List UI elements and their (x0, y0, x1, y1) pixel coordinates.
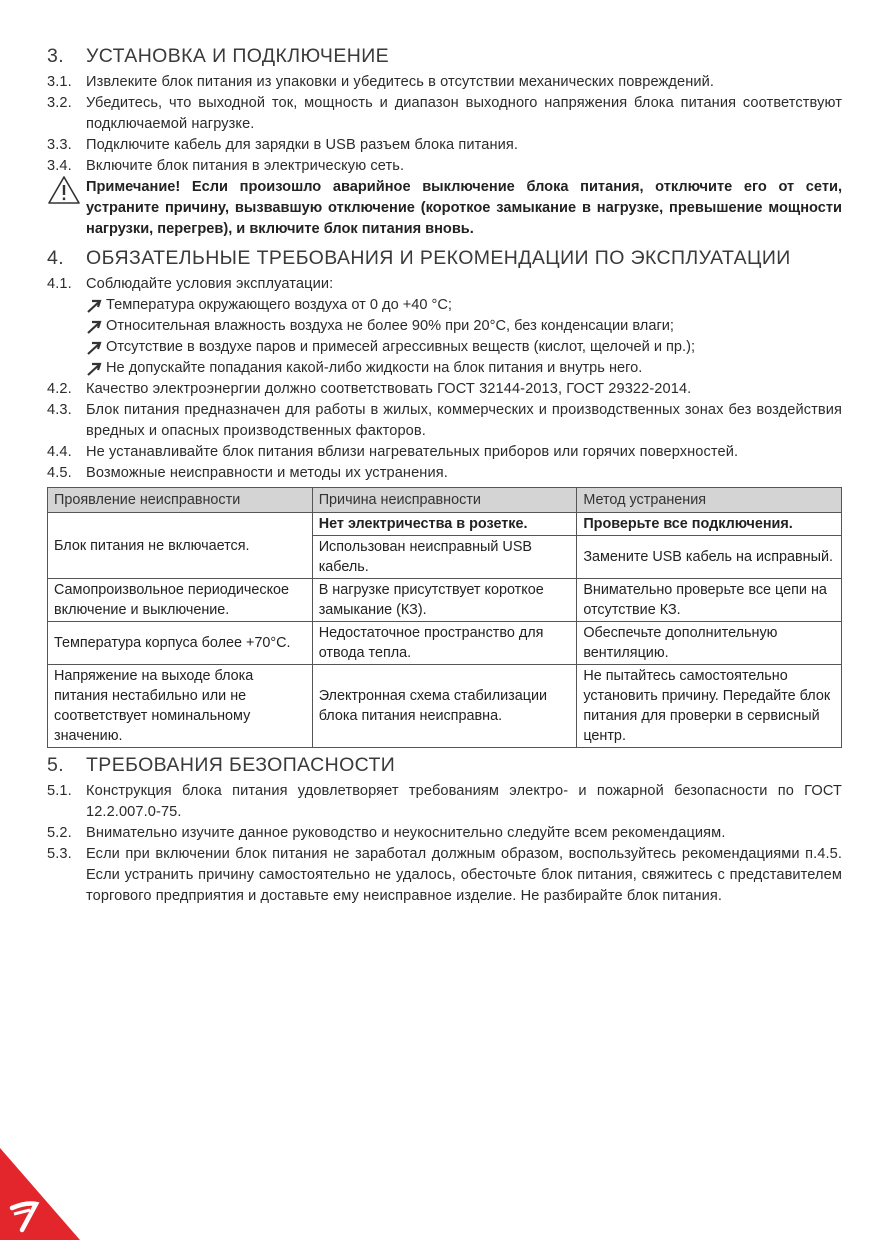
item-number: 5.3. (47, 846, 72, 862)
item-text: Не устанавливайте блок питания вблизи нагревательных приборов или горячих поверхностей. (86, 444, 739, 460)
table-cell: Замените USB кабель на исправный. (577, 536, 842, 579)
section-title: ОБЯЗАТЕЛЬНЫЕ ТРЕБОВАНИЯ И РЕКОМЕНДАЦИИ ПО ЭКСПЛУАТАЦИИ (86, 247, 791, 269)
item-number: 3.3. (47, 137, 72, 153)
table-cell: Недостаточное пространство для отвода тепла. (312, 622, 577, 665)
paragraph-5-2 (47, 823, 842, 844)
section-5-heading (47, 753, 842, 777)
item-text: Соблюдайте условия эксплуатации: (86, 276, 334, 292)
note-text: Примечание! Если произошло аварийное выключение блока питания, отключите его от сети, устраните причину, вызвавшую отключение (короткое замыкание в нагрузке, превышение мощности нагрузки, перегрев), и включите блок питания вновь. (86, 179, 842, 237)
table-row (48, 622, 842, 665)
table-row (48, 579, 842, 622)
arrow-bullet-icon (86, 316, 106, 337)
table-cell: Нет электричества в розетке. (312, 513, 577, 536)
column-header: Проявление неисправности (48, 488, 313, 513)
column-header: Причина неисправности (312, 488, 577, 513)
table-cell: В нагрузке присутствует короткое замыкание (КЗ). (312, 579, 577, 622)
paragraph-3-4 (47, 156, 842, 177)
item-number: 5.2. (47, 825, 72, 841)
item-text: Подключите кабель для зарядки в USB разъем блока питания. (86, 137, 519, 153)
paragraph-4-5 (47, 463, 842, 484)
section-4-heading (47, 246, 842, 270)
paragraph-4-2 (47, 379, 842, 400)
table-header-row (48, 488, 842, 513)
bullet-text: Относительная влажность воздуха не более 90% при 20°С, без конденсации влаги; (106, 318, 674, 334)
arrow-bullet-icon (86, 337, 106, 358)
item-number: 4.5. (47, 465, 72, 481)
paragraph-3-1 (47, 72, 842, 93)
item-text: Убедитесь, что выходной ток, мощность и диапазон выходного напряжения блока питания соответствуют подключаемой нагрузке. (86, 95, 842, 132)
table-cell: Обеспечьте дополнительную вентиляцию. (577, 622, 842, 665)
section-number: 3. (47, 45, 65, 67)
column-header: Метод устранения (577, 488, 842, 513)
bullet-text: Температура окружающего воздуха от 0 до +40 °С; (106, 297, 452, 313)
section-number: 5. (47, 754, 65, 776)
paragraph-4-3 (47, 400, 842, 442)
section-3-heading (47, 44, 842, 68)
bullet-item (47, 358, 842, 379)
table-cell: Блок питания не включается. (48, 513, 313, 579)
item-number: 3.1. (47, 74, 72, 90)
warning-triangle-icon (47, 177, 86, 240)
section-title: ТРЕБОВАНИЯ БЕЗОПАСНОСТИ (86, 754, 396, 776)
item-text: Блок питания предназначен для работы в жилых, коммерческих и производственных зонах без воздействия вредных и опасных производственных факторов. (86, 402, 842, 439)
item-number: 4.3. (47, 402, 72, 418)
item-text: Качество электроэнергии должно соответствовать ГОСТ 32144-2013, ГОСТ 29322-2014. (86, 381, 692, 397)
bullet-text: Отсутствие в воздухе паров и примесей агрессивных веществ (кислот, щелочей и пр.); (106, 339, 696, 355)
brand-corner-logo-icon (0, 1148, 80, 1240)
arrow-bullet-icon (86, 295, 106, 316)
bullet-text: Не допускайте попадания какой-либо жидкости на блок питания и внутрь него. (106, 360, 643, 376)
bullet-item (47, 316, 842, 337)
section-title: УСТАНОВКА И ПОДКЛЮЧЕНИЕ (86, 45, 390, 67)
document-page (47, 44, 842, 907)
paragraph-4-1 (47, 274, 842, 295)
arrow-bullet-icon (86, 358, 106, 379)
table-cell: Температура корпуса более +70°С. (48, 622, 313, 665)
item-text: Внимательно изучите данное руководство и неукоснительно следуйте всем рекомендациям. (86, 825, 726, 841)
table-cell: Самопроизвольное периодическое включение и выключение. (48, 579, 313, 622)
table-cell: Использован неисправный USB кабель. (312, 536, 577, 579)
table-row (48, 513, 842, 536)
table-cell: Электронная схема стабилизации блока питания неисправна. (312, 665, 577, 748)
paragraph-5-1 (47, 781, 842, 823)
bullet-item (47, 295, 842, 316)
item-text: Извлеките блок питания из упаковки и убедитесь в отсутствии механических повреждений. (86, 74, 715, 90)
item-number: 3.4. (47, 158, 72, 174)
paragraph-5-3 (47, 844, 842, 907)
item-number: 4.2. (47, 381, 72, 397)
table-cell: Напряжение на выходе блока питания нестабильно или не соответствует номинальному значению. (48, 665, 313, 748)
bullet-item (47, 337, 842, 358)
item-number: 3.2. (47, 95, 72, 111)
item-text: Конструкция блока питания удовлетворяет требованиям электро- и пожарной безопасности по ГОСТ 12.2.007.0-75. (86, 783, 842, 820)
paragraph-3-3 (47, 135, 842, 156)
table-cell: Не пытайтесь самостоятельно установить причину. Передайте блок питания для проверки в сервисный центр. (577, 665, 842, 748)
table-cell: Внимательно проверьте все цепи на отсутствие КЗ. (577, 579, 842, 622)
section-number: 4. (47, 247, 65, 269)
item-text: Включите блок питания в электрическую сеть. (86, 158, 405, 174)
item-number: 4.4. (47, 444, 72, 460)
table-cell: Проверьте все подключения. (577, 513, 842, 536)
item-text: Возможные неисправности и методы их устранения. (86, 465, 448, 481)
warning-note (47, 177, 842, 240)
paragraph-4-4 (47, 442, 842, 463)
item-number: 5.1. (47, 783, 72, 799)
table-row (48, 665, 842, 748)
item-number: 4.1. (47, 276, 72, 292)
item-text: Если при включении блок питания не заработал должным образом, воспользуйтесь рекомендациями п.4.5. Если устранить причину самостоятельно не удалось, обесточьте блок питания, свяжитесь с представителем торгового предприятия и доставьте ему неисправное изделие. Не разбирайте блок питания. (86, 846, 842, 904)
troubleshooting-table (47, 487, 842, 748)
paragraph-3-2 (47, 93, 842, 135)
